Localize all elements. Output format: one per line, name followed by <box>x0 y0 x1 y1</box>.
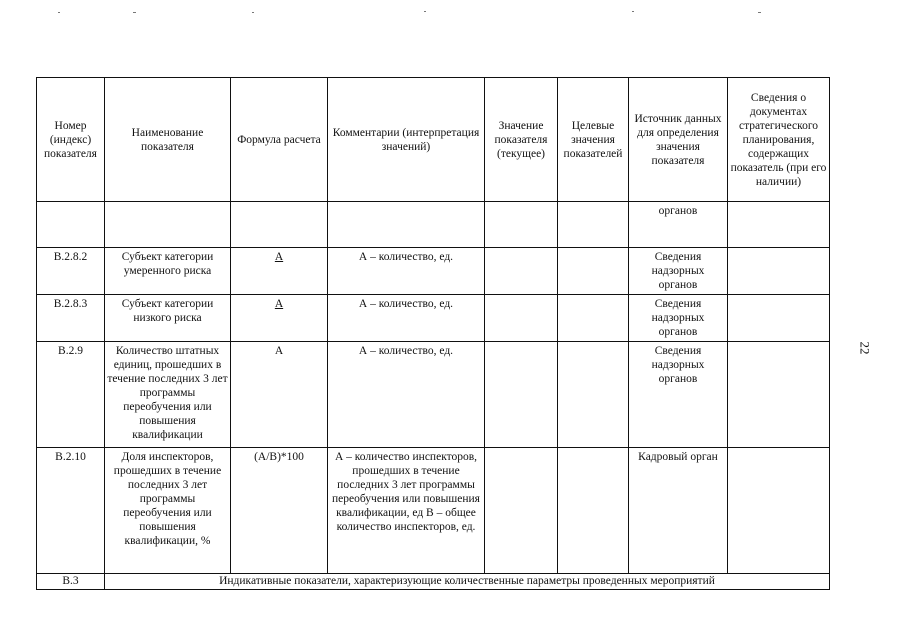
cell-current <box>485 248 558 295</box>
cell-current <box>485 342 558 448</box>
section-number: В.3 <box>37 574 105 590</box>
cell-name: Доля инспекторов, прошедших в течение последних 3 лет программы переобучения или повышения квалификации, % <box>105 448 231 574</box>
cell-docs <box>728 295 830 342</box>
section-title: Индикативные показатели, характеризующие количественные параметры проведенных мероприятий <box>105 574 830 590</box>
cell-name: Количество штатных единиц, прошедших в течение последних 3 лет программы переобучения или повышения квалификации <box>105 342 231 448</box>
cell-target <box>558 448 629 574</box>
cell-source: Сведения надзорных органов <box>629 248 728 295</box>
cell-formula <box>231 295 328 342</box>
cell-docs <box>728 202 830 248</box>
indicators-table <box>36 77 830 590</box>
header-name: Наименование показателя <box>105 78 231 202</box>
page-number: 22 <box>857 341 873 355</box>
cell-number <box>37 202 105 248</box>
scan-artifact <box>632 11 634 12</box>
cell-target <box>558 248 629 295</box>
cell-comment: А – количество, ед. <box>328 342 485 448</box>
cell-number: В.2.8.3 <box>37 295 105 342</box>
cell-formula: А <box>231 342 328 448</box>
cell-formula: (А/В)*100 <box>231 448 328 574</box>
header-current-value: Значение показателя (текущее) <box>485 78 558 202</box>
cell-current <box>485 295 558 342</box>
header-comments: Комментарии (интерпретация значений) <box>328 78 485 202</box>
cell-name <box>105 202 231 248</box>
header-number: Номер (индекс) показателя <box>37 78 105 202</box>
cell-comment <box>328 202 485 248</box>
cell-comment: А – количество, ед. <box>328 248 485 295</box>
cell-comment: А – количество, ед. <box>328 295 485 342</box>
cell-name: Субъект категории низкого риска <box>105 295 231 342</box>
cell-docs <box>728 342 830 448</box>
header-formula: Формула расчета <box>231 78 328 202</box>
cell-current <box>485 448 558 574</box>
cell-number: В.2.8.2 <box>37 248 105 295</box>
cell-formula <box>231 202 328 248</box>
table-row <box>37 295 830 342</box>
header-strategic-docs: Сведения о документах стратегического планирования, содержащих показатель (при его наличии) <box>728 78 830 202</box>
table-row <box>37 248 830 295</box>
cell-formula <box>231 248 328 295</box>
cell-source: Кадровый орган <box>629 448 728 574</box>
header-target-values: Целевые значения показателей <box>558 78 629 202</box>
formula-text: А <box>274 298 284 310</box>
cell-source: Сведения надзорных органов <box>629 342 728 448</box>
cell-docs <box>728 448 830 574</box>
cell-number: В.2.9 <box>37 342 105 448</box>
formula-text: А <box>274 251 284 263</box>
header-data-source: Источник данных для определения значения показателя <box>629 78 728 202</box>
cell-name: Субъект категории умеренного риска <box>105 248 231 295</box>
scan-artifact <box>758 12 761 13</box>
scan-artifact <box>133 12 136 13</box>
cell-source: Сведения надзорных органов <box>629 295 728 342</box>
cell-target <box>558 342 629 448</box>
cell-target <box>558 295 629 342</box>
scan-artifact <box>424 11 426 12</box>
table-row <box>37 342 830 448</box>
cell-docs <box>728 248 830 295</box>
table-row <box>37 202 830 248</box>
table-row <box>37 448 830 574</box>
cell-source: органов <box>629 202 728 248</box>
section-row <box>37 574 830 590</box>
header-row <box>37 78 830 202</box>
cell-number: В.2.10 <box>37 448 105 574</box>
cell-target <box>558 202 629 248</box>
cell-comment: А – количество инспекторов, прошедших в течение последних 3 лет программы переобучения или повышения квалификации, ед В – общее количество инспекторов, ед. <box>328 448 485 574</box>
cell-current <box>485 202 558 248</box>
scan-artifact <box>58 12 60 13</box>
scan-artifact <box>252 12 254 13</box>
